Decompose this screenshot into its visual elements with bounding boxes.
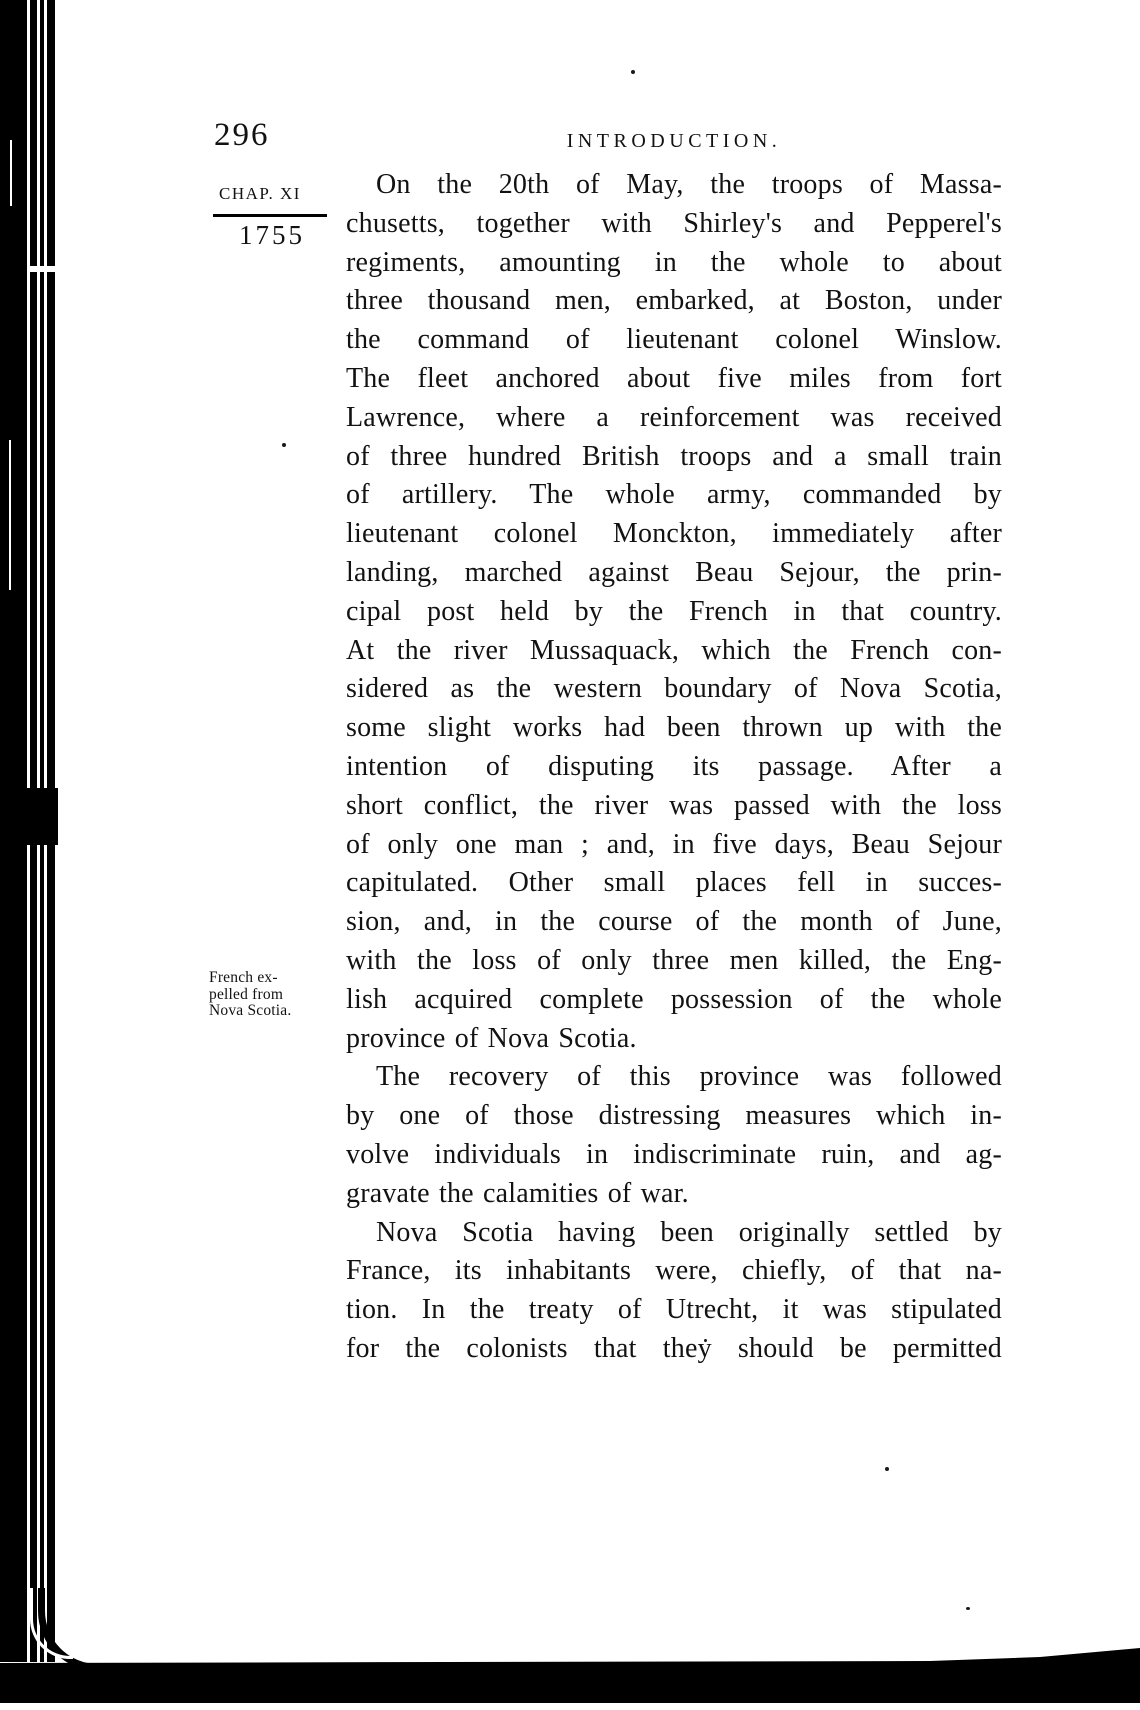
body-line: landing, marched against Beau Sejour, the prin- bbox=[346, 556, 1002, 588]
body-line: the command of lieutenant colonel Winslow. bbox=[346, 324, 1002, 356]
body-line: At the river Mussaquack, which the French con- bbox=[346, 634, 1002, 666]
body-line: The recovery of this province was followed bbox=[376, 1061, 1002, 1093]
gutter-white-break bbox=[27, 266, 58, 272]
body-line: lish acquired complete possession of the whole bbox=[346, 983, 1002, 1015]
body-line: some slight works had been thrown up with the bbox=[346, 712, 1002, 744]
margin-note-line: French ex- bbox=[209, 969, 278, 986]
body-line: intention of disputing its passage. After a bbox=[346, 750, 1002, 782]
body-line: cipal post held by the French in that country. bbox=[346, 595, 1002, 627]
body-line: by one of those distressing measures which in- bbox=[346, 1100, 1002, 1132]
gutter-ink-blotch bbox=[0, 788, 58, 845]
running-head: INTRODUCTION. bbox=[566, 130, 782, 152]
body-line: The fleet anchored about five miles from fort bbox=[346, 362, 1002, 394]
scan-speck bbox=[631, 70, 635, 74]
body-line: short conflict, the river was passed with the loss bbox=[346, 789, 1002, 821]
chapter-label: CHAP. XI bbox=[219, 184, 301, 203]
scan-speck bbox=[966, 1607, 970, 1610]
margin-note bbox=[209, 970, 329, 1020]
gutter-white-slit bbox=[9, 440, 11, 590]
body-line: for the colonists that they should be permitted bbox=[346, 1332, 1002, 1364]
body-line: gravate the calamities of war. bbox=[346, 1177, 689, 1209]
body-line: France, its inhabitants were, chiefly, of that na- bbox=[346, 1255, 1002, 1287]
body-line: lieutenant colonel Monckton, immediately after bbox=[346, 518, 1002, 550]
body-line: province of Nova Scotia. bbox=[346, 1022, 637, 1054]
body-line: sion, and, in the course of the month of June, bbox=[346, 906, 1002, 938]
gutter-white-slit bbox=[10, 140, 12, 206]
body-text bbox=[346, 166, 1002, 1369]
body-line: three thousand men, embarked, at Boston, under bbox=[346, 285, 1002, 317]
body-line: Lawrence, where a reinforcement was received bbox=[346, 401, 1002, 433]
page-number: 296 bbox=[214, 117, 270, 153]
body-line: capitulated. Other small places fell in succes- bbox=[346, 867, 1002, 899]
body-line: regiments, amounting in the whole to about bbox=[346, 246, 1002, 278]
body-line: Nova Scotia having been originally settled by bbox=[376, 1216, 1002, 1248]
year-label: 1755 bbox=[239, 220, 305, 250]
body-line: sidered as the western boundary of Nova Scotia, bbox=[346, 673, 1002, 705]
margin-note-line: Nova Scotia. bbox=[209, 1002, 292, 1019]
body-line: of artillery. The whole army, commanded by bbox=[346, 479, 1002, 511]
body-line: with the loss of only three men killed, the Eng- bbox=[346, 944, 1002, 976]
scan-speck bbox=[885, 1467, 889, 1471]
margin-note-line: pelled from bbox=[209, 985, 284, 1003]
body-line: tion. In the treaty of Utrecht, it was stipulated bbox=[346, 1294, 1002, 1326]
body-line: of only one man ; and, in five days, Beau Sejour bbox=[346, 828, 1002, 860]
body-line: volve individuals in indiscriminate ruin, and ag- bbox=[346, 1138, 1002, 1170]
body-line: of three hundred British troops and a small train bbox=[346, 440, 1002, 472]
scan-speck bbox=[282, 443, 286, 447]
body-line: chusetts, together with Shirley's and Pepperel's bbox=[346, 207, 1002, 239]
chapter-rule bbox=[213, 214, 327, 217]
body-line: On the 20th of May, the troops of Massa- bbox=[376, 169, 1002, 200]
